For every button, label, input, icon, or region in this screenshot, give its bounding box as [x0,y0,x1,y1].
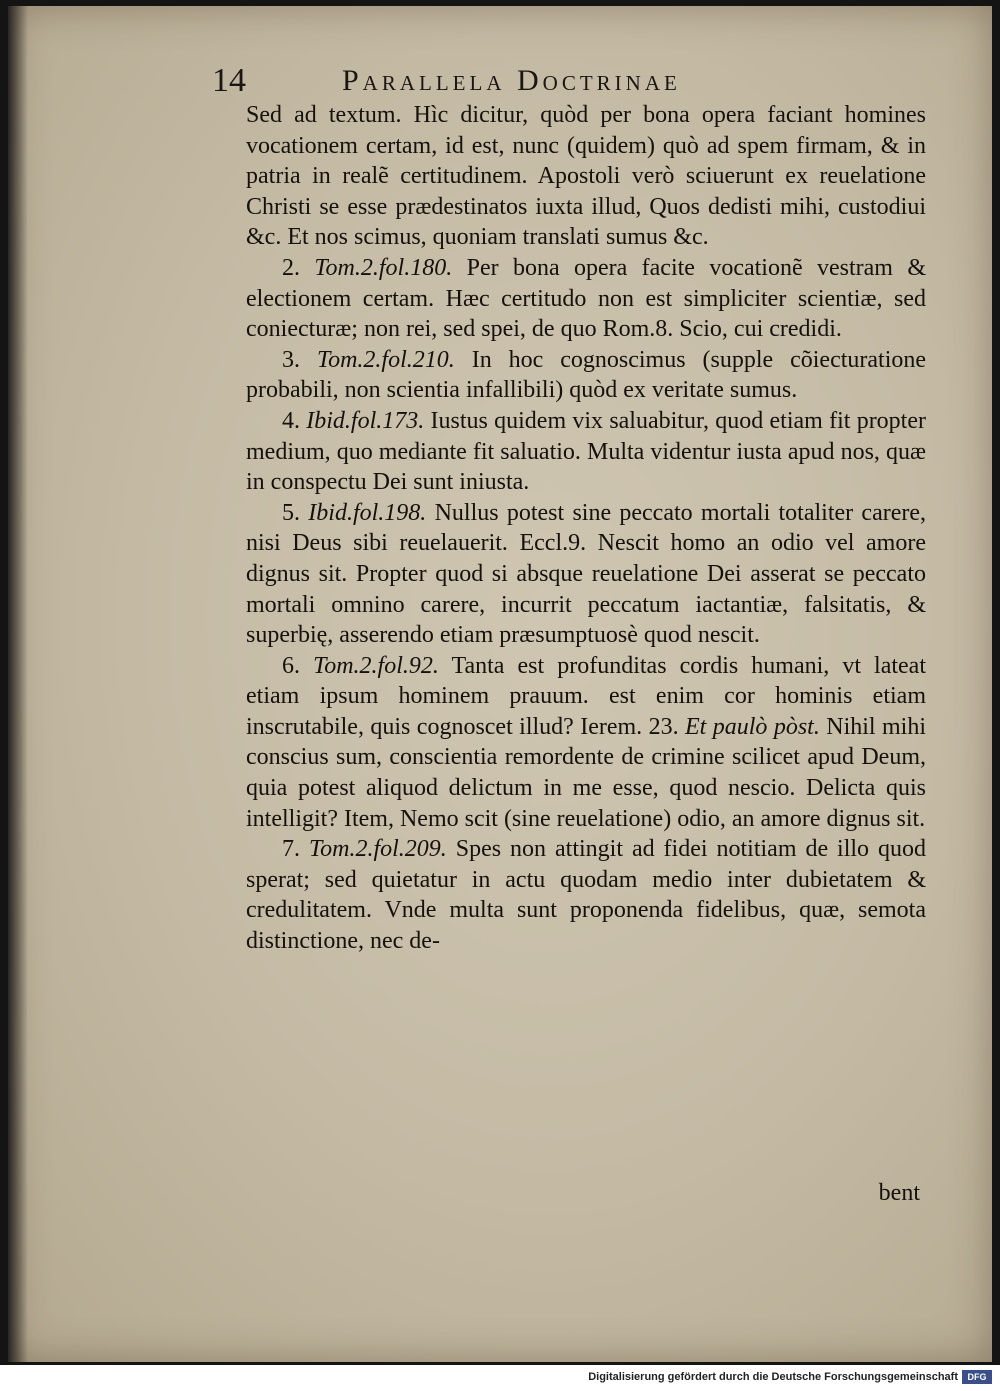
paragraph-text: Per bona opera facite vocationẽ vestram & electionem certam. Hæc certitudo non est simpliciter scientiæ, sed coniecturæ; non rei, sed spei, de quo Rom.8. Scio, cui credidi. [246,254,927,343]
paragraph-6 [246,651,926,835]
funding-credit: Digitalisierung gefördert durch die Deutsche Forschungsgemeinschaft [588,1371,958,1383]
page-gutter-shadow [8,6,28,1362]
paragraph-7 [246,834,926,956]
paragraph-number: 3. [282,346,300,373]
paragraph-number: 5. [282,499,300,526]
citation-secondary: Et paulò pòst. [685,713,820,740]
running-title: Parallela Doctrinae [342,64,681,97]
dfg-logo: DFG [962,1370,992,1384]
intro-paragraph: Sed ad textum. Hìc dicitur, quòd per bona opera faciant homines vocationem certam, id est, nunc (quidem) quò ad spem firmam, & in patria in realẽ certitudinem. Apostoli verò sciuerunt ex reuelatione Christi se esse prædestinatos iuxta illud, Quos dedisti mihi, custodiui &c. Et nos scimus, quoniam translati sumus &c. [246,102,926,251]
digitization-footer [0,1365,1000,1391]
citation: Tom.2.fol.210. [316,346,455,373]
page-number: 14 [212,62,246,99]
paragraph-text: In hoc cognoscimus (supple cõiecturatione probabili, non scientia infallibili) quòd ex veritate sumus. [246,346,927,404]
paragraph-text: Tanta est profunditas cordis humani, vt lateat etiam ipsum hominem prauum. est enim cor hominis etiam inscrutabile, quis cognoscet illud? Ierem. 23. [246,652,927,740]
paragraph-4 [246,406,926,498]
paragraph-number: 2. [282,254,300,281]
citation: Ibid.fol.198. [308,499,427,526]
paragraph-3 [246,345,926,406]
paragraph-text: Iustus quidem vix saluabitur, quod etiam fit propter medium, quo mediante fit saluatio. Multa videntur iusta apud nos, quæ in conspectu Dei sunt iniusta. [246,407,926,496]
catchword: bent [878,1180,920,1206]
paragraph-number: 6. [282,652,300,679]
citation: Tom.2.fol.209. [308,836,447,863]
paragraph-text-secondary: Nihil mihi conscius sum, conscientia remordente de crimine scilicet apud Deum, quia potest aliquod delictum in me esse, quod nescio. Delicta quis intelligit? Item, Nemo scit (sine reuelatione) odio, an amore dignus sit. [246,713,927,832]
citation: Ibid.fol.173. [306,407,425,434]
paragraph-text: Nullus potest sine peccato mortali totaliter carere, nisi Deus sibi reuelauerit. Eccl.9. Nescit homo an odio vel amore dignus sit. Propter quod si absque reuelatione Dei asserat se peccato mortali omnino carere, incurrit peccatum iactantiæ, falsitatis, & superbię, asserendo etiam præsumptuosè quod nescit. [246,499,927,649]
citation: Tom.2.fol.92. [313,652,439,679]
paragraph-number: 4. [282,407,300,434]
citation: Tom.2.fol.180. [314,254,453,281]
paragraph-5 [246,498,926,651]
paragraph-number: 7. [282,836,300,863]
main-text [246,100,926,957]
paragraph-text: Spes non attingit ad fidei notitiam de illo quod sperat; sed quietatur in actu quodam medio inter dubietatem & credulitatem. Vnde multa sunt proponenda fidelibus, quæ, semota distinctione, nec de- [246,836,927,955]
running-head [212,58,852,104]
paragraph-2 [246,253,926,345]
